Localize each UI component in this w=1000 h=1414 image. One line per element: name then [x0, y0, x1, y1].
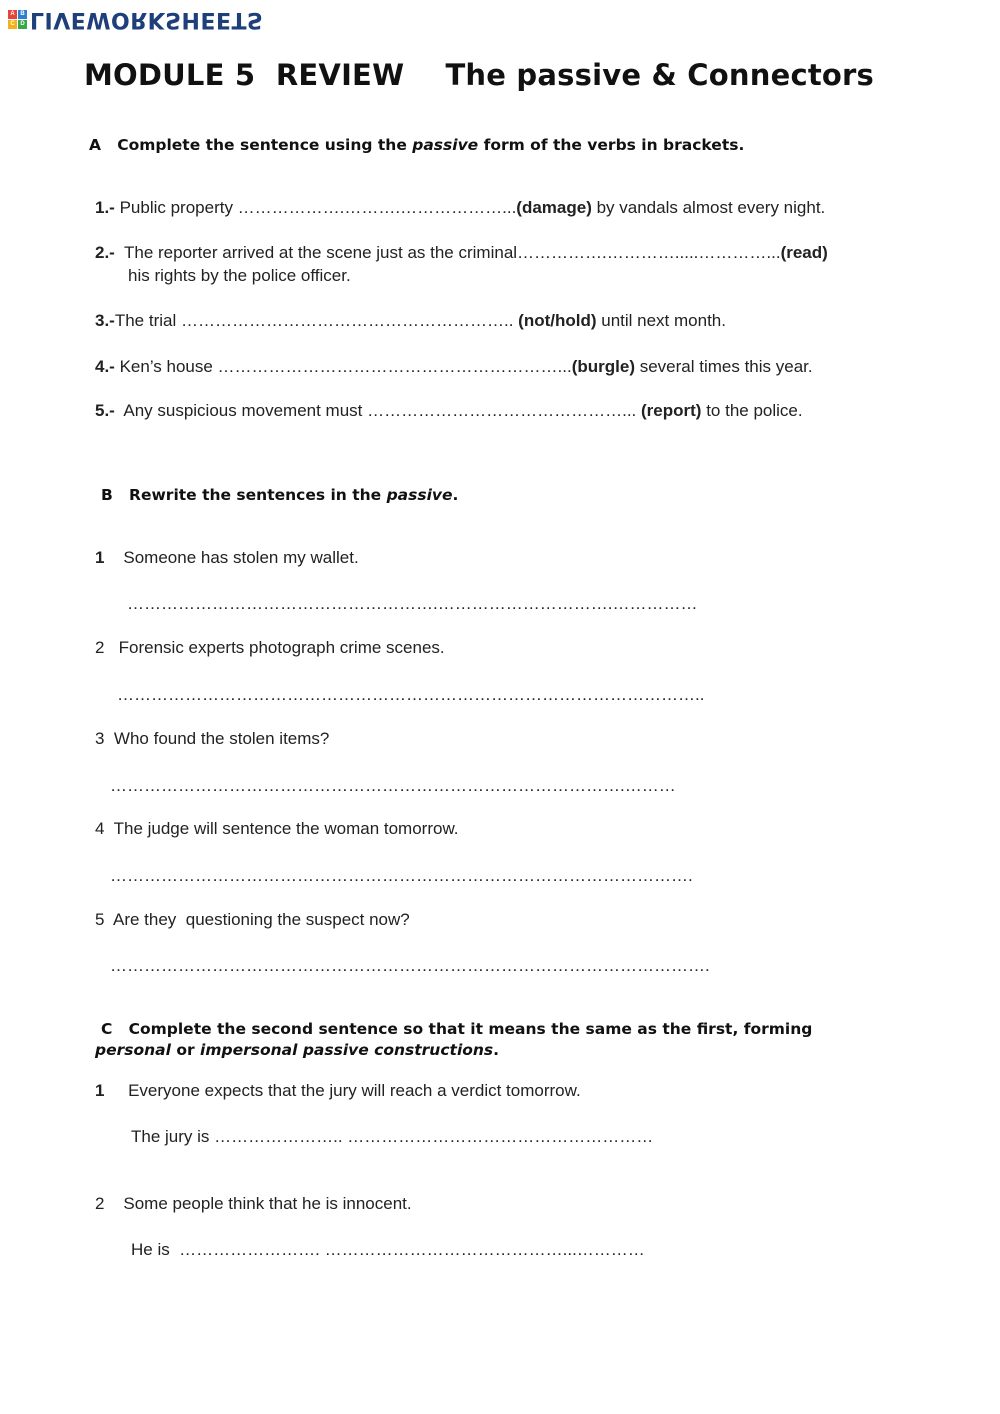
- exercise-a-4: [95, 357, 813, 377]
- instruction-text: Rewrite the sentences in the: [129, 486, 387, 504]
- exercise-b-2: [95, 638, 445, 658]
- instruction-text: Complete the sentence using the: [117, 136, 413, 154]
- logo-block: A: [8, 10, 17, 19]
- item-text: to the police.: [701, 401, 803, 420]
- item-number: 2.-: [95, 243, 115, 262]
- page-title: MODULE 5 REVIEW The passive & Connectors: [84, 58, 874, 92]
- item-number: 4.-: [95, 357, 115, 376]
- item-text: until next month.: [596, 311, 726, 330]
- item-text: The reporter arrived at the scene just as the criminal…………….………….....…………...: [114, 243, 781, 262]
- item-text: The trial …………………………………………………..: [114, 311, 519, 330]
- exercise-b-5: [95, 910, 410, 930]
- item-text: Public property ……………….……….………………...: [114, 198, 517, 217]
- section-letter: A: [89, 136, 101, 154]
- instruction-italic: impersonal passive constructions: [200, 1041, 494, 1059]
- item-number: 3: [95, 729, 105, 748]
- logo-text: LIVEWORKSHEETS: [30, 6, 264, 32]
- section-c-heading-line2: [95, 1041, 499, 1059]
- item-verb: (burgle): [571, 357, 635, 376]
- answer-line[interactable]: …………………………………………………………………………………………….: [110, 956, 710, 975]
- instruction-italic: passive: [386, 486, 453, 504]
- instruction-text: Complete the second sentence so that it means the same as the first, forming: [128, 1020, 813, 1038]
- item-text: The judge will sentence the woman tomorrow.: [113, 819, 459, 838]
- item-number: 1: [95, 1081, 105, 1100]
- item-number: 5.-: [95, 401, 115, 420]
- item-number: 2: [95, 638, 105, 657]
- instruction-text: .: [493, 1041, 500, 1059]
- answer-line[interactable]: …………………………………………………………………………………………..: [117, 685, 705, 704]
- logo-block: D: [18, 20, 27, 29]
- item-text: Forensic experts photograph crime scenes.: [118, 638, 445, 657]
- item-verb: (read): [780, 243, 828, 262]
- item-text: Everyone expects that the jury will reach a verdict tomorrow.: [128, 1081, 581, 1100]
- exercise-a-5: [95, 401, 803, 421]
- item-number: 1: [95, 548, 105, 567]
- item-text: Ken’s house ……………………………………………………...: [114, 357, 572, 376]
- exercise-a-3: [95, 311, 726, 331]
- section-letter: C: [101, 1020, 113, 1038]
- section-letter: B: [101, 486, 113, 504]
- exercise-b-4: [95, 819, 459, 839]
- exercise-c-2: [95, 1194, 412, 1214]
- section-a-heading: [89, 136, 744, 154]
- item-text: Some people think that he is innocent.: [123, 1194, 412, 1213]
- item-number: 4: [95, 819, 105, 838]
- item-text: Are they questioning the suspect now?: [112, 910, 410, 929]
- instruction-text: or: [170, 1041, 201, 1059]
- item-number: 1.-: [95, 198, 115, 217]
- exercise-a-2-continuation: his rights by the police officer.: [128, 266, 351, 285]
- exercise-a-1: [95, 198, 825, 218]
- item-number: 5: [95, 910, 105, 929]
- instruction-italic: passive: [412, 136, 479, 154]
- item-verb: (damage): [516, 198, 592, 217]
- section-b-heading: [101, 486, 458, 504]
- instruction-text: .: [452, 486, 459, 504]
- item-verb: (report): [641, 401, 702, 420]
- logo-block: B: [18, 10, 27, 19]
- instruction-italic: personal: [95, 1041, 171, 1059]
- exercise-b-1: [95, 548, 359, 568]
- exercise-a-2: [95, 243, 828, 263]
- answer-line[interactable]: ……………………………………………………………………………….………: [110, 776, 676, 795]
- exercise-b-3: [95, 729, 329, 749]
- item-number: 3.-: [95, 311, 115, 330]
- item-number: 2: [95, 1194, 105, 1213]
- item-text: Someone has stolen my wallet.: [123, 548, 359, 567]
- liveworksheets-logo: [8, 6, 263, 32]
- logo-blocks-icon: [8, 10, 27, 29]
- item-text: Any suspicious movement must ………………………………………...: [114, 401, 642, 420]
- item-verb: (not/hold): [518, 311, 597, 330]
- item-text: several times this year.: [635, 357, 813, 376]
- item-text: Who found the stolen items?: [113, 729, 330, 748]
- answer-line[interactable]: ………………………………………………………………………………………….: [110, 866, 693, 885]
- logo-block: C: [8, 20, 17, 29]
- answer-line[interactable]: He is ……………………. ……………………………………...…………: [131, 1240, 645, 1259]
- answer-line[interactable]: ……………………………………………….………………………….……………: [127, 594, 698, 613]
- instruction-text: form of the verbs in brackets.: [478, 136, 745, 154]
- item-text: by vandals almost every night.: [591, 198, 826, 217]
- section-c-heading: [101, 1020, 812, 1038]
- answer-line[interactable]: The jury is ………………….. ………………………………………………: [131, 1127, 654, 1146]
- exercise-c-1: [95, 1081, 581, 1101]
